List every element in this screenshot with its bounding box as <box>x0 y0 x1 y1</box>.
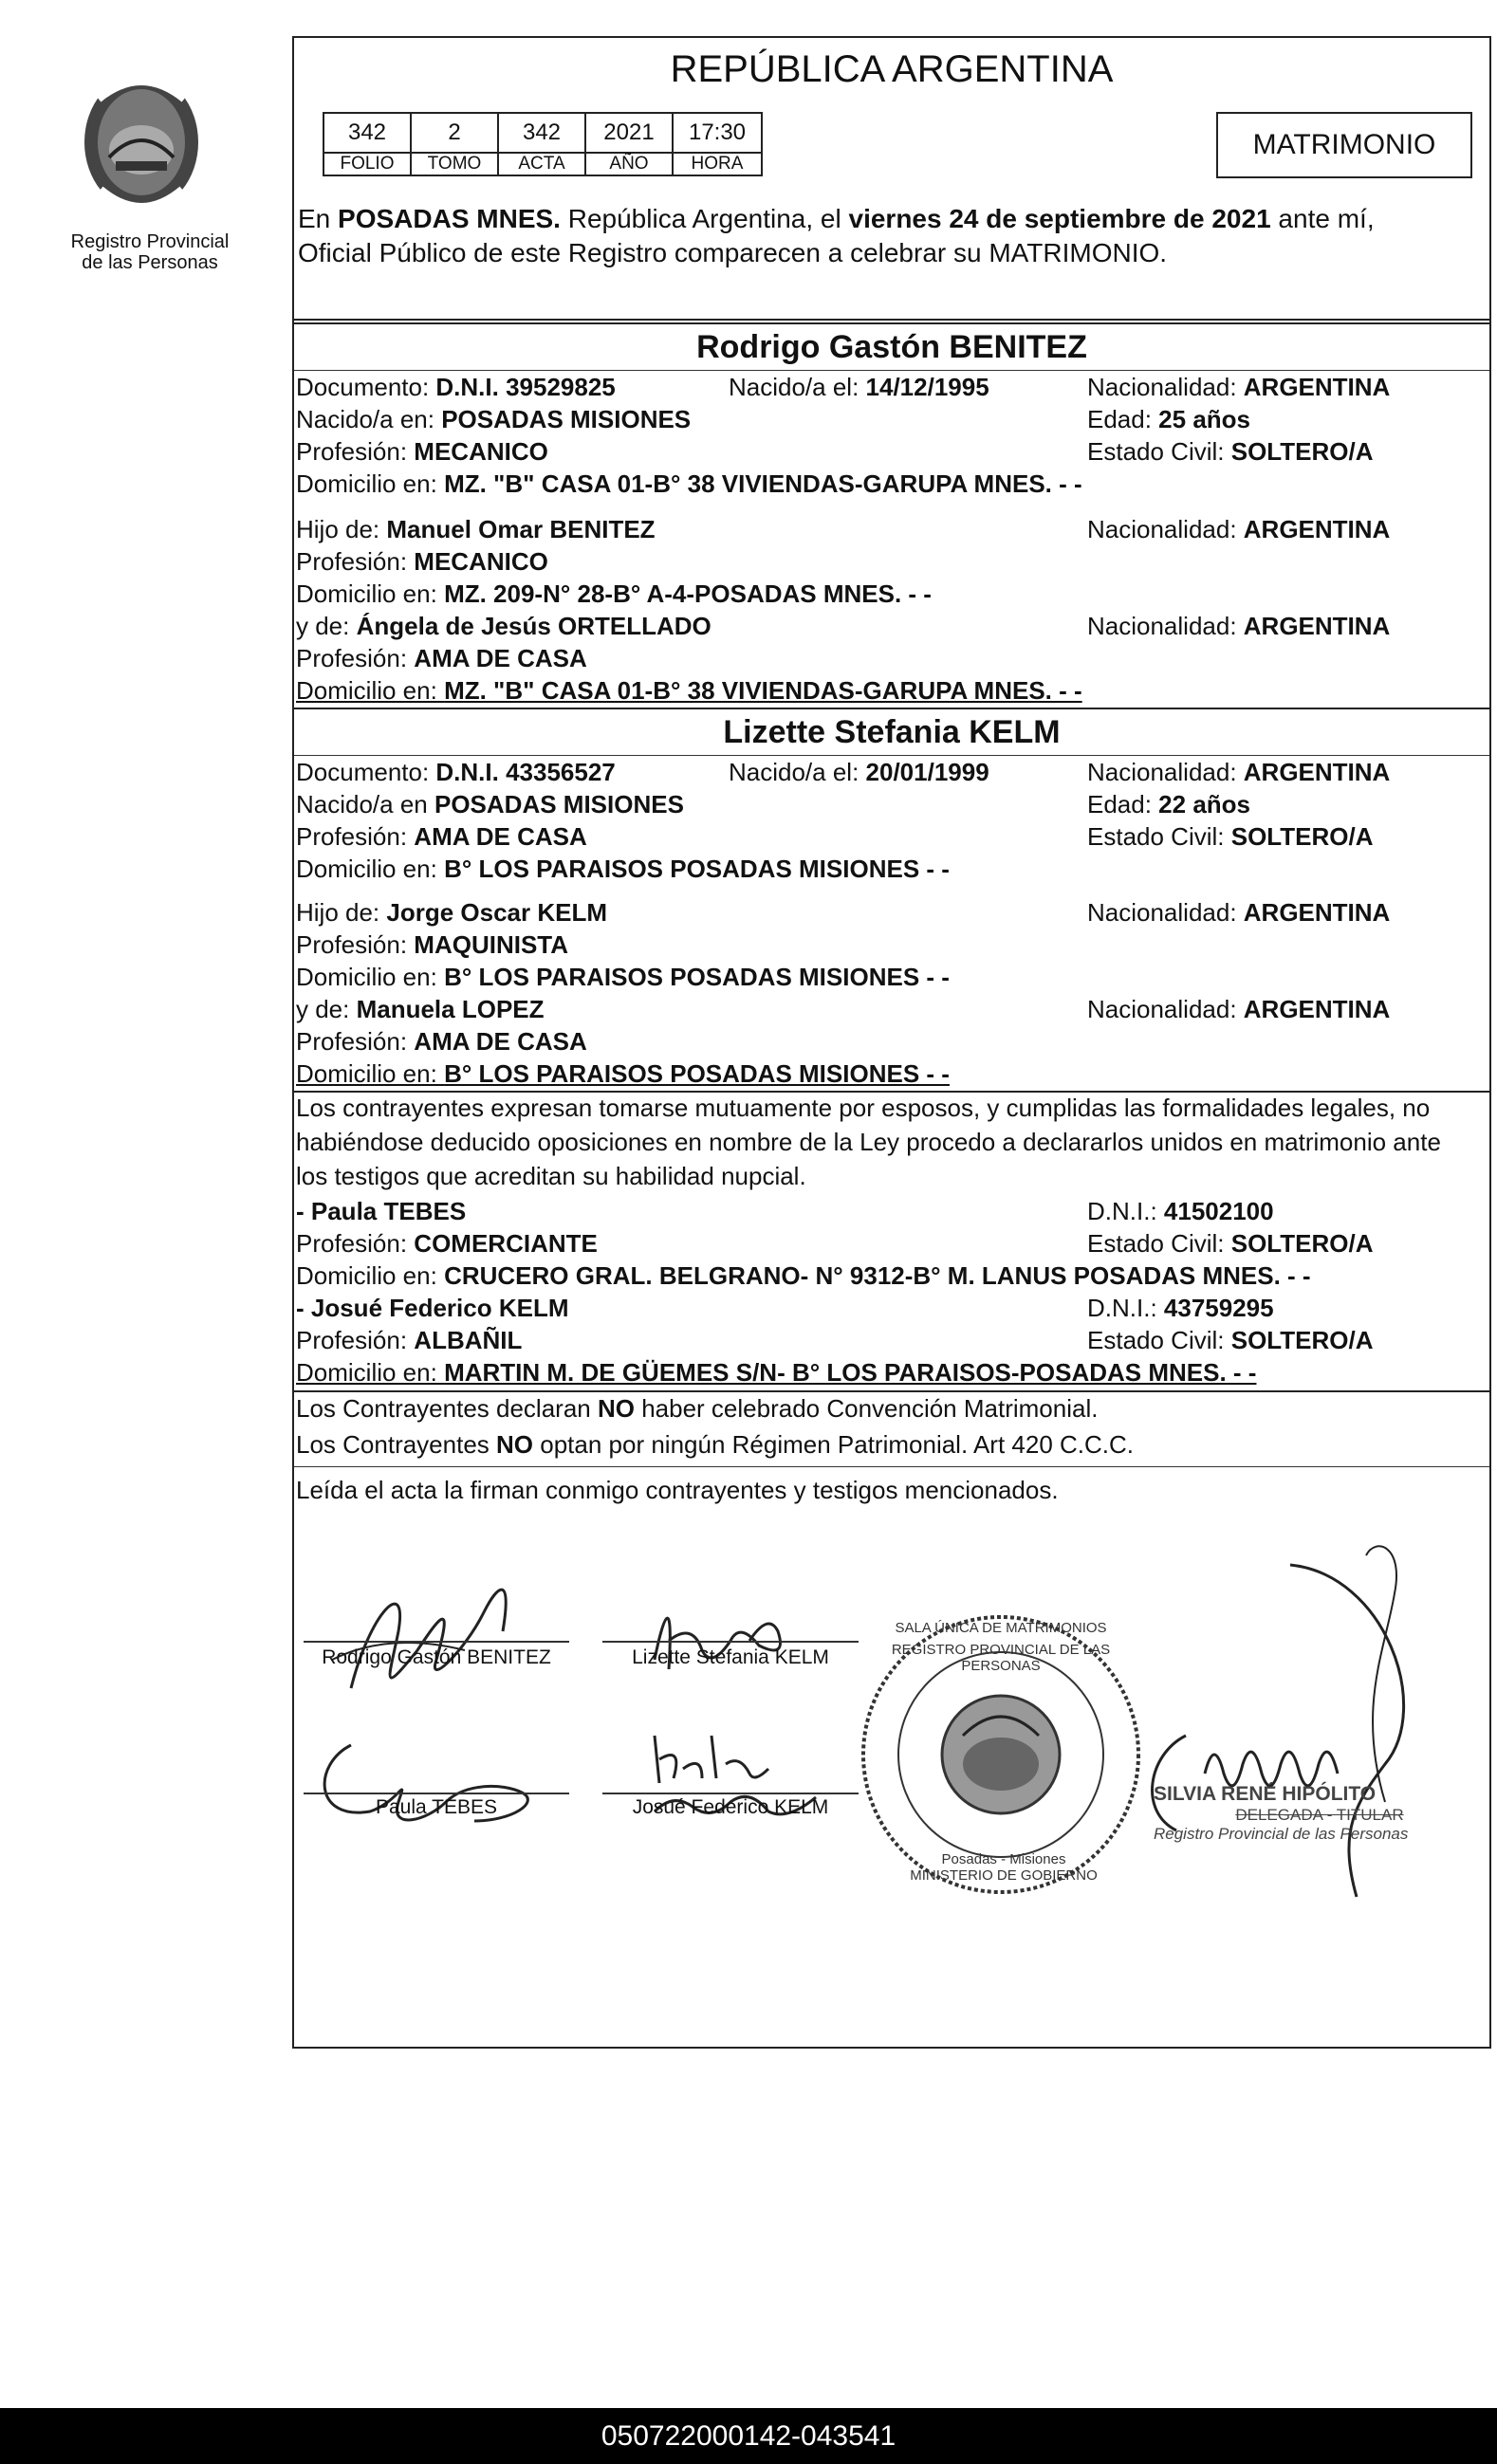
logo-caption-line1: Registro Provincial <box>70 231 230 252</box>
acta-label: ACTA <box>497 152 586 176</box>
groom-profession: Profesión: MECANICO <box>296 437 548 466</box>
bride-age: Edad: 22 años <box>1087 790 1250 818</box>
bride-document: Documento: D.N.I. 43356527 <box>296 758 616 786</box>
groom-birthplace: Nacido/a en: POSADAS MISIONES <box>296 405 692 433</box>
witness1-profession: Profesión: COMERCIANTE <box>296 1229 598 1258</box>
bride-mother-nationality: Nacionalidad: ARGENTINA <box>1087 995 1391 1023</box>
act-type-box: MATRIMONIO <box>1216 112 1472 178</box>
bride-mother: y de: Manuela LOPEZ <box>296 995 545 1023</box>
declaration-line2: habiéndose deducido oposiciones en nombre de la Ley procedo a declararlos unidos en matrimonio ante <box>296 1128 1441 1156</box>
groom-name: Rodrigo Gastón BENITEZ <box>696 329 1087 365</box>
declaration-line3: los testigos que acreditan su habilidad nupcial. <box>296 1162 806 1190</box>
folio-value: 342 <box>323 112 412 154</box>
witness1-civil-status: Estado Civil: SOLTERO/A <box>1087 1229 1374 1258</box>
witness2-civil-status: Estado Civil: SOLTERO/A <box>1087 1326 1374 1354</box>
stamp-ministry-text: MINISTERIO DE GOBIERNO <box>910 1867 1098 1884</box>
witness1-dni: D.N.I.: 41502100 <box>1087 1197 1274 1225</box>
groom-civil-status: Estado Civil: SOLTERO/A <box>1087 437 1374 466</box>
bride-birthplace: Nacido/a en POSADAS MISIONES <box>296 790 684 818</box>
witness2-name: - Josué Federico KELM <box>296 1294 569 1322</box>
hora-label: HORA <box>672 152 763 176</box>
anio-label: AÑO <box>584 152 674 176</box>
bride-mother-profession: Profesión: AMA DE CASA <box>296 1027 587 1056</box>
intro-line2: Oficial Público de este Registro comparecen a celebrar su MATRIMONIO. <box>298 238 1168 267</box>
witness2-dni: D.N.I.: 43759295 <box>1087 1294 1274 1322</box>
tomo-label: TOMO <box>410 152 499 176</box>
hora-value: 17:30 <box>672 112 763 154</box>
groom-document: Documento: D.N.I. 39529825 <box>296 373 616 401</box>
groom-mother-nationality: Nacionalidad: ARGENTINA <box>1087 612 1391 640</box>
tomo-value: 2 <box>410 112 499 154</box>
stamp-inner-ring-text: SALA ÚNICA DE MATRIMONIOS <box>895 1620 1107 1636</box>
groom-age: Edad: 25 años <box>1087 405 1250 433</box>
witness1-address: Domicilio en: CRUCERO GRAL. BELGRANO- N° 9312-B° M. LANUS POSADAS MNES. - - <box>296 1261 1311 1290</box>
bride-father-nationality: Nacionalidad: ARGENTINA <box>1087 898 1391 927</box>
bride-address: Domicilio en: B° LOS PARAISOS POSADAS MISIONES - - <box>296 855 950 883</box>
closing-statement: Leída el acta la firman conmigo contrayentes y testigos mencionados. <box>296 1476 1059 1504</box>
groom-mother-address: Domicilio en: MZ. "B" CASA 01-B° 38 VIVIENDAS-GARUPA MNES. - - <box>296 676 1082 705</box>
groom-mother-profession: Profesión: AMA DE CASA <box>296 644 587 672</box>
groom-address: Domicilio en: MZ. "B" CASA 01-B° 38 VIVIENDAS-GARUPA MNES. - - <box>296 469 1082 498</box>
acta-value: 342 <box>497 112 586 154</box>
document-id: 050722000142-043541 <box>601 2420 896 2452</box>
bride-mother-address: Domicilio en: B° LOS PARAISOS POSADAS MISIONES - - <box>296 1059 950 1088</box>
bride-father-address: Domicilio en: B° LOS PARAISOS POSADAS MISIONES - - <box>296 963 950 991</box>
bride-name: Lizette Stefania KELM <box>723 714 1061 750</box>
country-title: REPÚBLICA ARGENTINA <box>670 48 1114 90</box>
groom-father: Hijo de: Manuel Omar BENITEZ <box>296 515 656 543</box>
anio-value: 2021 <box>584 112 674 154</box>
groom-birthdate: Nacido/a el: 14/12/1995 <box>729 373 989 401</box>
folio-label: FOLIO <box>323 152 412 176</box>
bride-nationality: Nacionalidad: ARGENTINA <box>1087 758 1391 786</box>
groom-father-address: Domicilio en: MZ. 209-N° 28-B° A-4-POSADAS MNES. - - <box>296 579 932 608</box>
seal-emblem-icon <box>78 66 205 218</box>
witness2-signature-label: Josué Federico KELM <box>632 1796 829 1818</box>
groom-mother: y de: Ángela de Jesús ORTELLADO <box>296 612 712 640</box>
stamp-place-text: Posadas <box>941 1851 997 1867</box>
declaration-line1: Los contrayentes expresan tomarse mutuamente por esposos, y cumplidas las formalidades legales, no <box>296 1094 1431 1122</box>
bride-father: Hijo de: Jorge Oscar KELM <box>296 898 608 927</box>
witness2-profession: Profesión: ALBAÑIL <box>296 1326 523 1354</box>
officer-office: Registro Provincial de las Personas <box>1154 1825 1409 1843</box>
officer-stamp <box>1154 1783 1486 1844</box>
official-stamp <box>865 1620 1137 1674</box>
intro-line1: En POSADAS MNES. República Argentina, el viernes 24 de septiembre de 2021 ante mí, <box>298 204 1375 233</box>
logo-caption-line2: de las Personas <box>82 252 218 273</box>
document-barcode-footer <box>0 2408 1497 2464</box>
groom-nationality: Nacionalidad: ARGENTINA <box>1087 373 1391 401</box>
marriage-certificate: REPÚBLICA ARGENTINA 342 2 342 2021 17:30 FOLIO TOMO ACTA AÑO HORA MATRIMONIO En POSADAS MNES. República Argentina, el viernes 24 de septiembre de 2021 ante mí, Oficial Público de este Registro comparecen a celebrar su MATRIMONIO. Rodrigo Gastón BENITEZ Documento: D.N.I. 39529825 Nacido/a el: 14/12/1995 Nacionalidad: ARGENTINA Nacido/a en: POSADAS MISIONES Edad: 25 años Profesión: MECANICO Estado Civil: SOLTERO/A Domicilio en: MZ. "B" CASA 01-B° 38 VIVIENDAS-GARUPA MNES. - - Hijo de: Manuel Omar BENITEZ Nacionalidad: ARGENTINA Profesión: MECANICO Domicilio en: MZ. 209-N° 28-B° A-4-POSADAS MNES. - - y de: Ángela de Jesús ORTELLADO Nacionalidad: ARGENTINA Profesión: AMA DE CASA Domicilio en: MZ. "B" CASA 01-B° 38 VIVIENDAS-GARUPA MNES. - - Lizette Stefania KELM Documento: D.N.I. 43356527 Nacido/a el: 20/01/1999 Nacionalidad: ARGENTINA Nacido/a en POSADAS MISIONES Edad: 22 años Profesión: AMA DE CASA Estado Civil: SOLTERO/A Domicilio en: B° LOS PARAISOS POSADAS MISIONES - - Hijo de: Jorge Oscar KELM Nacionalidad: ARGENTINA Profesión: MAQUINISTA Domicilio en: B° LOS PARAISOS POSADAS MISIONES - - y de: Manuela LOPEZ Nacionalidad: ARGENTINA Profesión: AMA DE CASA Domicilio en: B° LOS PARAISOS POSADAS MISIONES - - Los contrayentes expresan tomarse mutuamente por esposos, y cumplidas las formalidades legales, no habiéndose deducido oposiciones en nombre de la Ley procedo a declararlos unidos en matrimonio ante los testigos que acreditan su habilidad nupcial. - Paula TEBES D.N.I.: 41502100 Profesión: COMERCIANTE Estado Civil: SOLTERO/A Domicilio en: CRUCERO GRAL. BELGRANO- N° 9312-B° M. LANUS POSADAS MNES. - - - Josué Federico KELM D.N.I.: 43759295 Profesión: ALBAÑIL Estado Civil: SOLTERO/A Domicilio en: MARTIN M. DE GÜEMES S/N- B° LOS PARAISOS-POSADAS MNES. - - Los Contrayentes declaran NO haber celebrado Convención Matrimonial. Los Contrayentes NO optan por ningún Régimen Patrimonial. Art 420 C.C.C. Leída el acta la firman conmigo contrayentes y testigos mencionados. Rodrigo Gastón BENITEZ Lizette Stefania KELM Paula TEBES Josué Federico KELM SALA ÚNICA DE MATRIMONIOS REGISTRO PROVINCIAL DE LAS PERSONAS Posadas - Misiones MINISTERIO DE GOBIERNO SILVIA RENÉ HIPÓLITO DELEGADA - TITULAR Registro Provincial de las Personas <box>292 36 1491 2049</box>
groom-signature-label: Rodrigo Gastón BENITEZ <box>322 1646 551 1668</box>
stamp-ring-text: REGISTRO PROVINCIAL DE LAS PERSONAS <box>891 1642 1111 1674</box>
bride-signature-label: Lizette Stefania KELM <box>632 1646 829 1668</box>
officer-title: DELEGADA - TITULAR <box>1235 1806 1404 1824</box>
regime-statement: Los Contrayentes NO optan por ningún Régimen Patrimonial. Art 420 C.C.C. <box>296 1430 1135 1459</box>
province-seal-logo <box>78 66 205 218</box>
witness2-address: Domicilio en: MARTIN M. DE GÜEMES S/N- B° LOS PARAISOS-POSADAS MNES. - - <box>296 1358 1257 1387</box>
bride-birthdate: Nacido/a el: 20/01/1999 <box>729 758 989 786</box>
officer-name: SILVIA RENÉ HIPÓLITO <box>1154 1783 1377 1805</box>
bride-profession: Profesión: AMA DE CASA <box>296 822 587 851</box>
witness1-signature-label: Paula TEBES <box>375 1796 498 1818</box>
groom-father-nationality: Nacionalidad: ARGENTINA <box>1087 515 1391 543</box>
convention-statement: Los Contrayentes declaran NO haber celebrado Convención Matrimonial. <box>296 1394 1099 1423</box>
bride-father-profession: Profesión: MAQUINISTA <box>296 930 569 959</box>
bride-civil-status: Estado Civil: SOLTERO/A <box>1087 822 1374 851</box>
groom-father-profession: Profesión: MECANICO <box>296 547 548 576</box>
witness1-name: - Paula TEBES <box>296 1197 467 1225</box>
stamp-province-text: Misiones <box>1009 1851 1066 1867</box>
